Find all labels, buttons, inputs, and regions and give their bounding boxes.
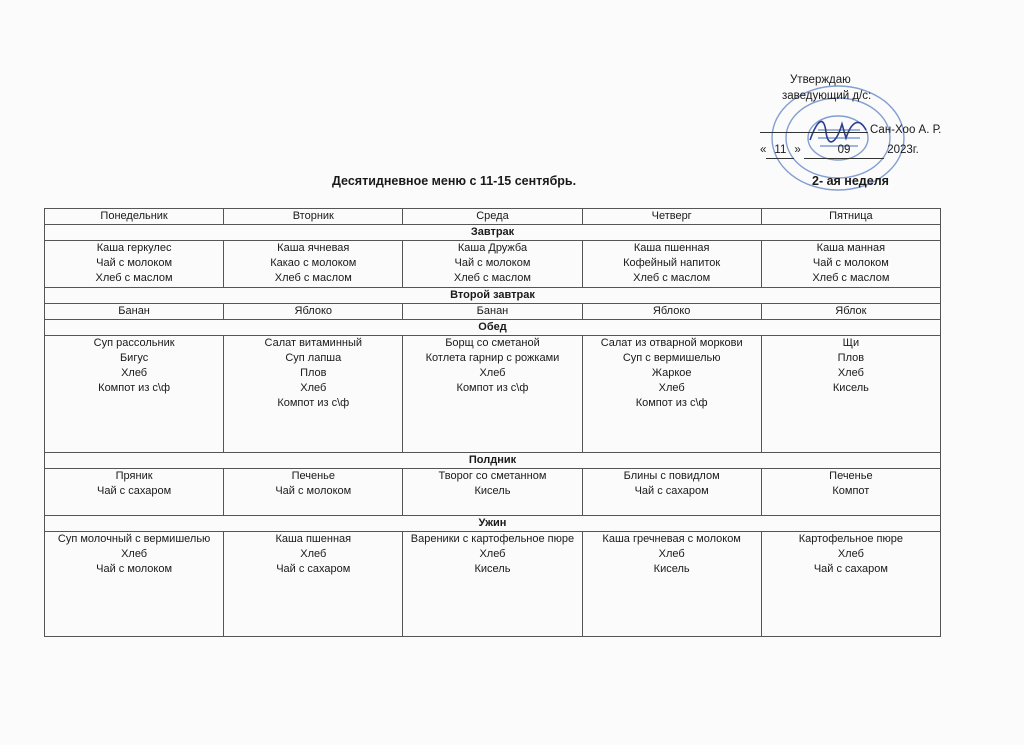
menu-cell xyxy=(45,241,224,288)
menu-item: Компот xyxy=(832,485,870,497)
menu-cell xyxy=(224,469,403,516)
day-header: Вторник xyxy=(224,209,403,225)
approval-position: заведующий д/с: xyxy=(782,90,872,102)
menu-cell xyxy=(582,532,761,637)
approval-title: Утверждаю xyxy=(790,74,851,86)
date-year: 2023г. xyxy=(887,144,919,156)
meal-section-row xyxy=(45,453,941,469)
menu-item: Жаркое xyxy=(651,367,692,379)
approval-signer: Сан-Хоо А. Р. xyxy=(870,124,942,136)
menu-item: Плов xyxy=(837,352,865,364)
menu-item: Суп лапша xyxy=(285,352,342,364)
menu-item: Хлеб xyxy=(658,382,685,394)
menu-item: Каша ячневая xyxy=(277,242,350,254)
menu-cell xyxy=(761,336,940,453)
menu-item: Суп рассольник xyxy=(93,337,175,349)
meal-items-row xyxy=(45,241,941,288)
menu-item: Хлеб xyxy=(300,548,327,560)
menu-item: Суп с вермишелью xyxy=(622,352,721,364)
menu-cell xyxy=(403,241,582,288)
meal-section-title: Полдник xyxy=(45,453,941,469)
menu-item: Чай с молоком xyxy=(96,563,173,575)
menu-item: Чай с молоком xyxy=(275,485,352,497)
menu-cell xyxy=(403,469,582,516)
menu-item: Плов xyxy=(300,367,327,379)
menu-item: Компот из с\ф xyxy=(98,382,171,394)
menu-item: Хлеб xyxy=(300,382,327,394)
meal-section-title: Второй завтрак xyxy=(45,288,941,304)
menu-item: Хлеб с маслом xyxy=(633,272,711,284)
menu-item: Хлеб xyxy=(479,548,506,560)
day-header: Понедельник xyxy=(45,209,224,225)
menu-item: Чай с молоком xyxy=(454,257,531,269)
menu-item: Хлеб xyxy=(121,548,148,560)
meal-section-title: Завтрак xyxy=(45,225,941,241)
menu-cell xyxy=(582,336,761,453)
page-title: Десятидневное меню с 11-15 сентябрь. xyxy=(332,174,577,188)
meal-section-title: Обед xyxy=(45,320,941,336)
day-header: Четверг xyxy=(582,209,761,225)
menu-item: Чай с сахаром xyxy=(276,563,351,575)
menu-item: Яблоко xyxy=(652,305,691,317)
meal-section-row xyxy=(45,225,941,241)
approval-signer-line xyxy=(760,122,941,138)
menu-item: Салат витаминный xyxy=(264,337,363,349)
menu-item: Хлеб с маслом xyxy=(453,272,531,284)
menu-item: Компот из с\ф xyxy=(635,397,708,409)
date-month: 09 xyxy=(804,142,884,159)
menu-item: Хлеб с маслом xyxy=(812,272,890,284)
meal-items-row xyxy=(45,469,941,516)
menu-item: Хлеб xyxy=(658,548,685,560)
menu-cell xyxy=(224,532,403,637)
day-header: Пятница xyxy=(761,209,940,225)
day-header: Среда xyxy=(403,209,582,225)
meal-items-row xyxy=(45,532,941,637)
menu-cell xyxy=(224,241,403,288)
meal-section-row xyxy=(45,320,941,336)
menu-item: Пряник xyxy=(115,470,153,482)
menu-item: Борщ со сметаной xyxy=(445,337,540,349)
menu-item: Бигус xyxy=(119,352,149,364)
menu-item: Хлеб с маслом xyxy=(95,272,173,284)
menu-item: Суп молочный с вермишелью xyxy=(57,533,211,545)
menu-item: Чай с сахаром xyxy=(813,563,888,575)
menu-item: Чай с сахаром xyxy=(634,485,709,497)
menu-item: Банан xyxy=(118,305,150,317)
menu-item: Печенье xyxy=(291,470,335,482)
menu-item: Творог со сметанном xyxy=(438,470,547,482)
menu-item: Компот из с\ф xyxy=(456,382,529,394)
menu-item: Чай с молоком xyxy=(96,257,173,269)
menu-item: Чай с сахаром xyxy=(97,485,172,497)
menu-item: Картофельное пюре xyxy=(798,533,903,545)
menu-item: Щи xyxy=(842,337,860,349)
menu-item: Чай с молоком xyxy=(812,257,889,269)
menu-item: Блины с повидлом xyxy=(623,470,720,482)
menu-cell xyxy=(403,532,582,637)
menu-item: Банан xyxy=(476,305,509,317)
menu-item: Кисель xyxy=(474,485,511,497)
menu-cell xyxy=(403,336,582,453)
signature-line xyxy=(760,132,868,133)
menu-item: Котлета гарнир с рожками xyxy=(425,352,560,364)
date-day: 11 xyxy=(766,142,794,159)
menu-item: Хлеб с маслом xyxy=(274,272,352,284)
menu-cell xyxy=(45,469,224,516)
week-label: 2- ая неделя xyxy=(812,174,889,188)
menu-item: Какао с молоком xyxy=(270,257,357,269)
meal-items-row xyxy=(45,336,941,453)
menu-item: Хлеб xyxy=(479,367,506,379)
menu-item: Каша манная xyxy=(816,242,886,254)
menu-item: Каша пшенная xyxy=(275,533,352,545)
menu-cell xyxy=(45,532,224,637)
menu-item: Салат из отварной моркови xyxy=(600,337,743,349)
menu-item: Кисель xyxy=(653,563,690,575)
menu-cell xyxy=(224,336,403,453)
menu-item: Кисель xyxy=(832,382,869,394)
menu-cell xyxy=(761,241,940,288)
menu-cell xyxy=(761,469,940,516)
menu-cell xyxy=(45,304,224,320)
menu-cell xyxy=(45,336,224,453)
menu-item: Кофейный напиток xyxy=(623,257,721,269)
menu-cell xyxy=(761,304,940,320)
meal-section-row xyxy=(45,288,941,304)
menu-item: Хлеб xyxy=(837,367,864,379)
menu-cell xyxy=(582,469,761,516)
menu-item: Хлеб xyxy=(837,548,864,560)
date-close-quote: » xyxy=(794,144,801,156)
menu-cell xyxy=(224,304,403,320)
menu-cell xyxy=(582,304,761,320)
approval-date xyxy=(760,142,919,159)
meal-section-row xyxy=(45,516,941,532)
day-header-row xyxy=(45,209,941,225)
date-open-quote: « xyxy=(760,144,767,156)
menu-item: Хлеб xyxy=(121,367,148,379)
menu-item: Печенье xyxy=(829,470,873,482)
menu-item: Яблок xyxy=(835,305,867,317)
menu-item: Яблоко xyxy=(294,305,333,317)
menu-cell xyxy=(761,532,940,637)
menu-item: Компот из с\ф xyxy=(277,397,350,409)
meal-section-title: Ужин xyxy=(45,516,941,532)
menu-item: Каша Дружба xyxy=(457,242,528,254)
menu-table xyxy=(44,208,941,637)
menu-item: Каша геркулес xyxy=(96,242,172,254)
menu-item: Кисель xyxy=(474,563,511,575)
menu-item: Вареники с картофельное пюре xyxy=(410,533,575,545)
menu-item: Каша пшенная xyxy=(633,242,710,254)
meal-items-row xyxy=(45,304,941,320)
menu-item: Каша гречневая с молоком xyxy=(602,533,741,545)
menu-cell xyxy=(582,241,761,288)
menu-cell xyxy=(403,304,582,320)
